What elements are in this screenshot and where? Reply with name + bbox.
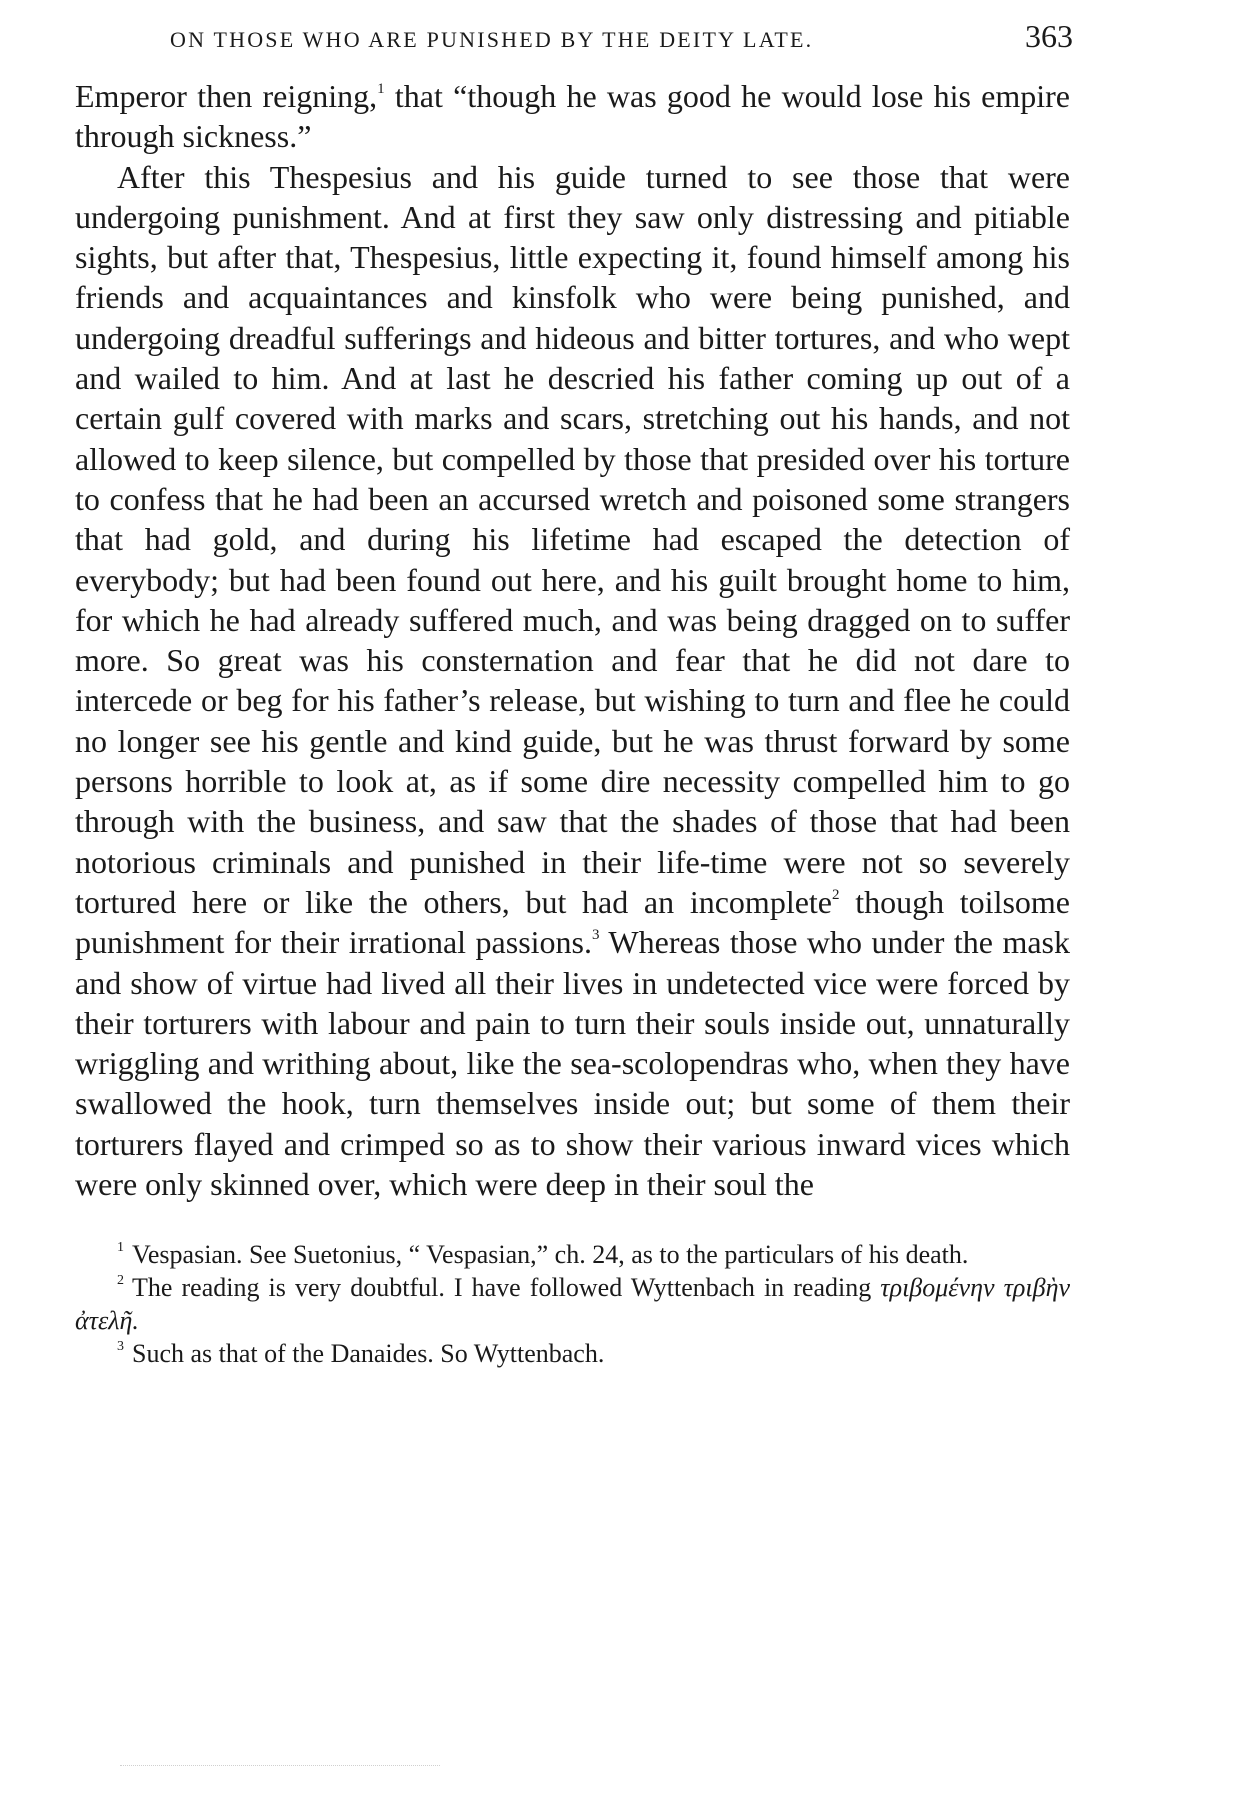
body-text — [75, 76, 1070, 1204]
footnote-1 — [75, 1238, 1070, 1271]
page-number: 363 — [1025, 18, 1073, 54]
footnote-3 — [75, 1337, 1070, 1370]
footnote-text: Such as that of the Danaides. So Wyttenbach. — [132, 1339, 605, 1369]
footnote-reference: 3 — [592, 927, 600, 944]
paragraph-text: After this Thespesius and his guide turned to see those that were undergoing punishment. And at first they saw only distressing and pitiable sights, but after that, Thespesius, little expecting it, found himself among his friends and acquaintances and kinsfolk who were being punished, and undergoing dreadful sufferings and hideous and bitter tortures, and who wept and wailed to him. And at last he descried his father coming up out of a certain gulf covered with marks and scars, stretching out his hands, and not allowed to keep silence, but compelled by those that presided over his torture to confess that he had been an accursed wretch and poisoned some strangers that had gold, and during his lifetime had escaped the detection of everybody; but had been found out here, and his guilt brought home to him, for which he had already suffered much, and was being dragged on to suffer more. So great was his consternation and fear that he did not dare to intercede or beg for his father’s release, but wishing to turn and flee he could no longer see his gentle and kind guide, but he was thrust forward by some persons horrible to look at, as if some dire necessity compelled him to go through with the business, and saw that the shades of those that had been notorious criminals and punished in their life-time were not so severely tortured here or like the others, but had an incomplete — [75, 158, 1070, 920]
scan-noise — [120, 1765, 440, 1772]
running-head — [75, 18, 1073, 64]
paragraph-text: Emperor then reigning, — [75, 78, 378, 114]
paragraph-continued — [75, 76, 1070, 157]
paragraph-text: that “though he was good he would lose his empire through sickness.” — [75, 78, 1071, 155]
paragraph-text: Whereas those who under the mask and show of virtue had lived all their lives in undetected vice were forced by their torturers with labour and pain to turn their souls inside out, unnaturally wriggling and writhing about, like the sea-scolopendras who, when they have swallowed the hook, turn themselves inside out; but some of them their torturers flayed and crimped so as to show their various inward vices which were only skinned over, which were deep in their soul the — [75, 924, 1071, 1203]
footnote-reference: 2 — [832, 886, 840, 903]
footnote-text: Vespasian. See Suetonius, “ Vespasian,” ch. 24, as to the particulars of his death. — [132, 1240, 969, 1270]
running-title: ON THOSE WHO ARE PUNISHED BY THE DEITY LATE. — [170, 27, 814, 52]
footnote-number: 3 — [117, 1339, 124, 1355]
footnotes — [75, 1238, 1070, 1370]
footnote-2 — [75, 1271, 1070, 1337]
paragraph-main — [75, 157, 1070, 1205]
footnote-number: 1 — [117, 1240, 124, 1256]
footnote-reference: 1 — [377, 81, 385, 97]
book-page — [75, 18, 1073, 1370]
paragraph-text: though toilsome punishment for their irrational passions. — [75, 883, 1071, 961]
footnote-number: 2 — [117, 1273, 124, 1289]
greek-phrase: τριβομένην τριβὴν ἀτελῆ. — [75, 1273, 1071, 1336]
footnote-text: The reading is very doubtful. I have followed Wyttenbach in reading — [132, 1273, 881, 1303]
